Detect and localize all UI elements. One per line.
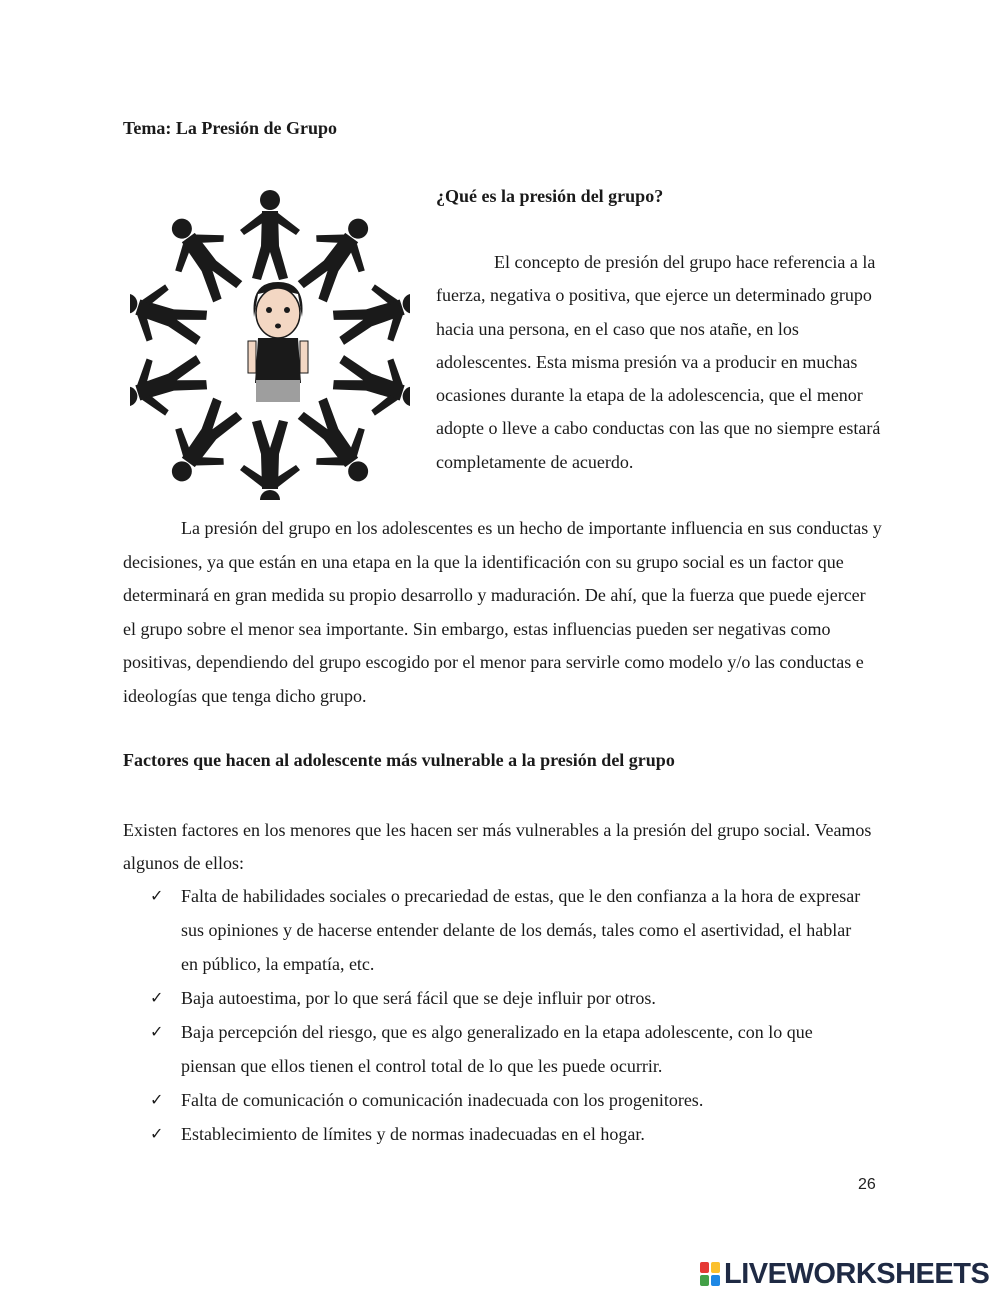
stick-figure <box>130 343 213 428</box>
stick-figure <box>240 190 300 280</box>
list-item <box>150 1117 870 1151</box>
logo-square-green <box>700 1275 709 1286</box>
main-paragraph: La presión del grupo en los adolescentes es un hecho de importante influencia en sus conductas y decisiones, ya que están en una etapa en la que la identificación con su grupo social es un factor que determinará en gran medida su propio desarrollo y maduración. De ahí, que la fuerza que puede ejercer el grupo sobre el menor sea importante. Sin embargo, estas influencias pueden ser negativas como positivas, dependiendo del grupo escogido por el menor para servirle como modelo y/o las conductas e ideologías que tenga dicho grupo. <box>123 518 882 706</box>
stick-figure <box>327 343 410 428</box>
logo-square-yellow <box>711 1262 720 1273</box>
list-item <box>150 1015 870 1083</box>
stick-figure <box>327 272 410 357</box>
list-item-text: Falta de comunicación o comunicación inadecuada con los progenitores. <box>181 1090 704 1110</box>
list-item <box>150 981 870 1015</box>
stick-figure <box>287 203 388 311</box>
intro-paragraph: El concepto de presión del grupo hace referencia a la fuerza, negativa o positiva, que ejerce un determinado grupo hacia una persona, en el caso que nos atañe, en los adolescentes. Esta misma presión va a producir en muchas ocasiones durante la etapa de la adolescencia, que el menor adopte o lleve a cabo conductas con las que no siempre estará completamente de acuerdo. <box>436 252 881 472</box>
factor-list <box>150 879 870 1151</box>
list-item-text: Establecimiento de límites y de normas inadecuadas en el hogar. <box>181 1124 645 1144</box>
checkmark-icon: ✓ <box>150 988 164 1007</box>
factors-heading: Factores que hacen al adolescente más vulnerable a la presión del grupo <box>123 750 675 770</box>
peer-group-circle-icon <box>130 190 410 500</box>
peer-circle-illustration <box>130 190 410 500</box>
list-item <box>150 879 870 981</box>
factors-intro-paragraph: Existen factores en los menores que les hacen ser más vulnerables a la presión del grupo social. Veamos algunos de ellos: <box>123 820 872 873</box>
checkmark-icon: ✓ <box>150 886 164 905</box>
list-item <box>150 1083 870 1117</box>
stick-figure <box>240 420 300 500</box>
list-item-text: Baja percepción del riesgo, que es algo generalizado en la etapa adolescente, con lo que piensan que ellos tienen el control total de lo que les puede ocurrir. <box>181 1022 813 1076</box>
checkmark-icon: ✓ <box>150 1124 164 1143</box>
logo-square-red <box>700 1262 709 1273</box>
page-number: 26 <box>858 1176 876 1193</box>
checkmark-icon: ✓ <box>150 1022 164 1041</box>
girl-figure <box>248 282 308 402</box>
list-item-text: Baja autoestima, por lo que será fácil que se deje influir por otros. <box>181 988 656 1008</box>
stick-figure <box>152 203 253 311</box>
list-item-text: Falta de habilidades sociales o precariedad de estas, que le den confianza a la hora de expresar sus opiniones y de hacerse entender delante de los demás, tales como el asertividad, el hablar en público, la empatía, etc. <box>181 886 861 974</box>
page-title: Tema: La Presión de Grupo <box>123 118 338 138</box>
stick-figure <box>152 389 253 497</box>
stick-figure <box>130 272 213 357</box>
checkmark-icon: ✓ <box>150 1090 164 1109</box>
stick-figure <box>287 389 388 497</box>
liveworksheets-watermark[interactable] <box>700 1258 989 1290</box>
section-subtitle: ¿Qué es la presión del grupo? <box>436 186 664 206</box>
watermark-text: LIVEWORKSHEETS <box>724 1257 990 1290</box>
logo-square-blue <box>711 1275 720 1286</box>
liveworksheets-logo-icon <box>700 1262 720 1286</box>
